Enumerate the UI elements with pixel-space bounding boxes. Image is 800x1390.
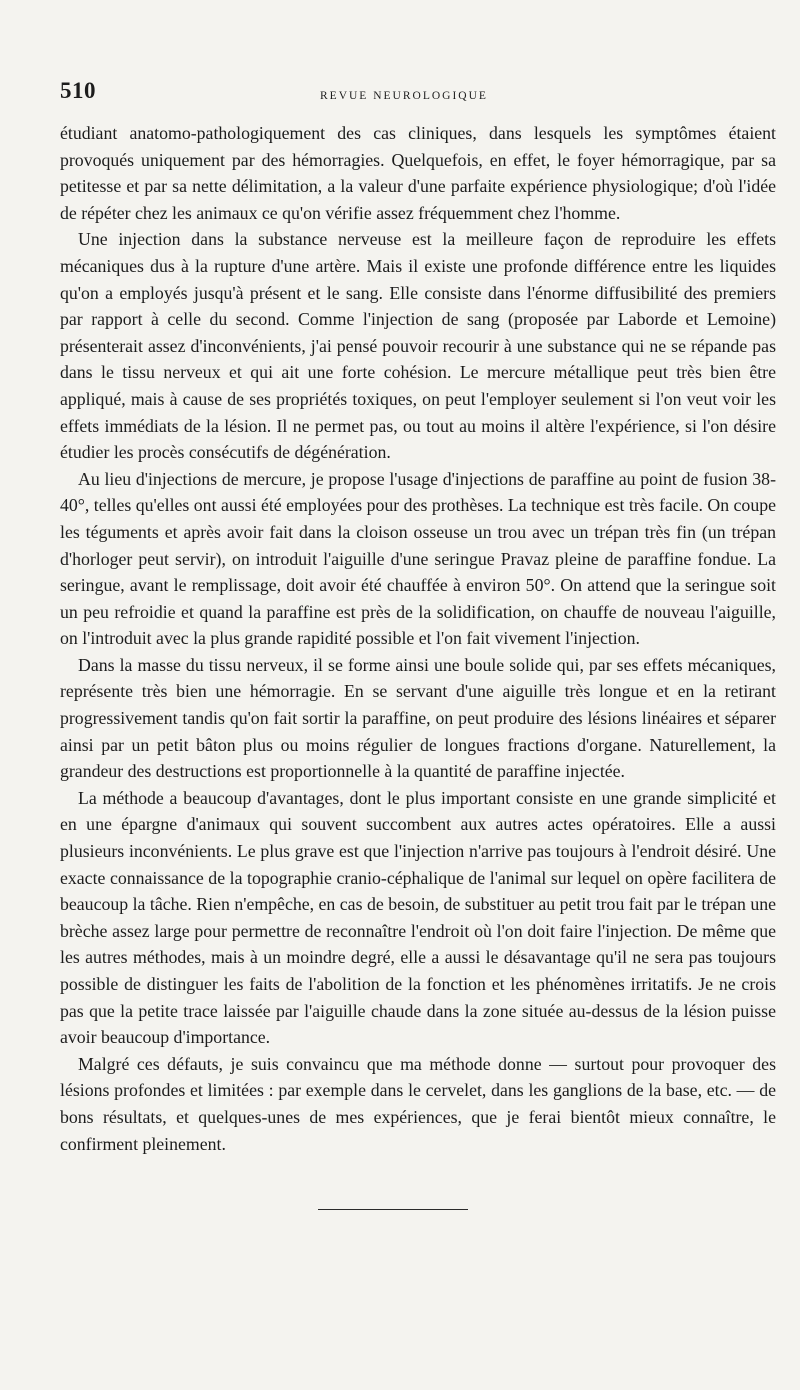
article-body — [60, 120, 776, 1157]
paragraph-2: Une injection dans la substance nerveuse est la meilleure façon de reproduire les effets mécaniques dus à la rupture d'une artère. Mais il existe une profonde différence entre les liquides qu'on a employés jusqu'à présent et le sang. Elle consiste dans l'énorme diffusibilité des premiers par rapport à celle du second. Comme l'injection de sang (proposée par Laborde et Lemoine) présenterait assez d'inconvénients, j'ai pensé pouvoir recourir à une substance qui ne se répande pas dans le tissu nerveux et qui ait une forte cohésion. Le mercure métallique peut très bien être appliqué, mais à cause de ses propriétés toxiques, on peut l'employer seulement si l'on veut voir les effets immédiats de la lésion. Il ne permet pas, ou tout au moins il altère l'expérience, si l'on désire étudier les procès consécutifs de dégénération. — [60, 229, 776, 463]
journal-title: REVUE NEUROLOGIQUE — [320, 90, 488, 102]
paragraph-1: étudiant anatomo-pathologiquement des cas cliniques, dans lesquels les symptômes étaient provoqués uniquement par des hémorragies. Quelquefois, en effet, le foyer hémorragique, par sa petitesse et par sa nette délimitation, a la valeur d'une parfaite expérience physiologique; d'où l'idée de répéter chez les animaux ce qu'on vérifie assez fréquemment chez l'homme. — [60, 123, 776, 223]
paragraph-6: Malgré ces défauts, je suis convaincu que ma méthode donne — surtout pour provoquer des lésions profondes et limitées : par exemple dans le cervelet, dans les ganglions de la base, etc. — de bons résultats, et quelques-unes de mes expériences, que je ferai bientôt mieux connaître, le confirment pleinement. — [60, 1053, 776, 1154]
paragraph-4: Dans la masse du tissu nerveux, il se forme ainsi une boule solide qui, par ses effets mécaniques, représente très bien une hémorragie. En se servant d'une aiguille très longue et en la retirant progressivement tandis qu'on fait sortir la paraffine, on peut produire des lésions linéaires et séparer ainsi par un petit bâton plus ou moins régulier de longues fractions d'organe. Naturellement, la grandeur des destructions est proportionnelle à la quantité de paraffine injectée. — [60, 654, 776, 782]
page-number: 510 — [60, 78, 96, 103]
running-head — [60, 78, 776, 108]
section-end-rule — [318, 1209, 468, 1210]
paragraph-5: La méthode a beaucoup d'avantages, dont le plus important consiste en une grande simplicité et en une épargne d'animaux qui souvent succombent aux autres actes opératoires. Elle a aussi plusieurs inconvénients. Le plus grave est que l'injection n'arrive pas toujours à l'endroit désiré. Une exacte connaissance de la topographie cranio-céphalique de l'animal sur lequel on opère facilitera de beaucoup la tâche. Rien n'empêche, en cas de besoin, de substituer au petit trou fait par le trépan une brèche assez large pour permettre de reconnaître l'endroit où l'on doit faire l'injection. De même que les autres méthodes, mais à un moindre degré, elle a aussi le désavantage qu'il ne sera pas toujours possible de distinguer les faits de l'abolition de la fonction et les phénomènes irritatifs. Je ne crois pas que la petite trace laissée par l'aiguille chaude dans la zone située au-dessus de la lésion puisse avoir beaucoup d'importance. — [60, 787, 776, 1048]
paragraph-3: Au lieu d'injections de mercure, je propose l'usage d'injections de paraffine au point de fusion 38-40°, telles qu'elles ont aussi été employées pour des prothèses. La technique est très facile. On coupe les téguments et après avoir fait dans la cloison osseuse un trou avec un trépan très fin (un trépan d'horloger peut servir), on introduit l'aiguille d'une seringue Pravaz pleine de paraffine fondue. La seringue, avant le remplissage, doit avoir été chauffée à environ 50°. On attend que la seringue soit un peu refroidie et quand la paraffine est près de la solidification, on chauffe de nouveau l'aiguille, on l'introduit avec la plus grande rapidité possible et l'on fait vivement l'injection. — [60, 468, 776, 649]
